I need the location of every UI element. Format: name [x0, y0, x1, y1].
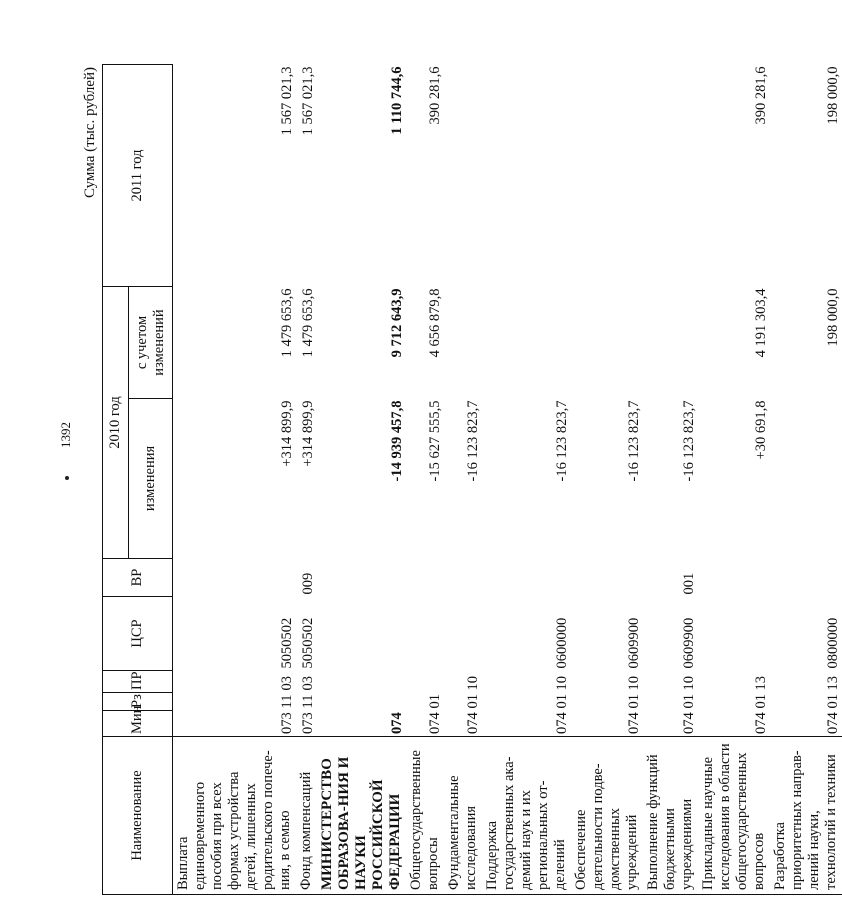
cell-csr: [317, 597, 406, 671]
table-row: [643, 64, 698, 894]
cell-changes: +314 899,9: [300, 400, 316, 467]
cell-y2011: 198 000,0: [825, 66, 841, 125]
cell-min: 073: [279, 712, 295, 734]
cell-pr: 03: [279, 676, 295, 691]
cell-rz: 01: [681, 694, 697, 709]
cell-changes: +314 899,9: [279, 400, 295, 467]
cell-changes: -16 123 823,7: [626, 400, 642, 482]
cell-with-changes: 4 656 879,8: [427, 288, 443, 358]
cell-with-changes: 4 191 303,4: [753, 288, 769, 358]
cell-csr: 0800000: [825, 617, 841, 669]
cell-csr: 0609900: [681, 617, 697, 669]
cell-y2011: [482, 64, 571, 286]
cell-min: 074: [465, 712, 481, 734]
table-header: [103, 64, 173, 894]
cell-vr: [317, 559, 406, 597]
cell-pr: 10: [626, 676, 642, 691]
cell-vr: 009: [300, 572, 316, 595]
table-row: [571, 64, 643, 894]
cell-pr: [406, 671, 444, 693]
budget-table: [102, 64, 842, 895]
cell-csr: [444, 597, 482, 671]
cell-csr: 0600000: [554, 617, 570, 669]
header-csr: ЦСР: [103, 597, 173, 671]
table-row: [317, 64, 406, 894]
cell-name: Поддержка государственных ака-демий наук и их региональных от-делений: [482, 737, 571, 895]
cell-min: 074: [825, 712, 841, 734]
cell-vr: [571, 559, 643, 597]
rotated-page: [80, 65, 841, 895]
cell-rz: 11: [300, 694, 316, 709]
cell-with-changes: [571, 286, 643, 398]
cell-with-changes: [444, 286, 482, 398]
cell-with-changes: 1 479 653,6: [300, 288, 316, 358]
table-row: [296, 64, 317, 894]
header-vr: ВР: [103, 559, 173, 597]
cell-rz: 11: [279, 694, 295, 709]
table-row: [698, 64, 770, 894]
cell-changes: -14 939 457,8: [389, 400, 405, 482]
cell-pr: 13: [825, 676, 841, 691]
cell-changes: -16 123 823,7: [465, 400, 481, 482]
header-with-changes: с учетом изменений: [129, 286, 173, 398]
cell-vr: [444, 559, 482, 597]
cell-csr: 5050502: [279, 617, 295, 669]
cell-name: Фундаментальные исследования: [444, 737, 482, 895]
cell-pr: 10: [681, 676, 697, 691]
cell-vr: 001: [681, 572, 697, 595]
header-2011: 2011 год: [103, 64, 173, 286]
cell-min: 074: [626, 712, 642, 734]
cell-pr: 03: [300, 676, 316, 691]
cell-y2011: 1 110 744,6: [389, 66, 405, 135]
cell-y2011: 1 567 021,3: [279, 66, 295, 136]
table-row: [444, 64, 482, 894]
cell-vr: [770, 559, 842, 597]
cell-min: 074: [753, 712, 769, 734]
cell-vr: [173, 559, 297, 597]
cell-min: 074: [427, 712, 443, 734]
cell-min: 074: [554, 712, 570, 734]
cell-y2011: 390 281,6: [753, 66, 769, 125]
cell-changes: +30 691,8: [753, 400, 769, 460]
cell-name: Общегосударственные вопросы: [406, 737, 444, 895]
header-rz: Рз: [103, 693, 173, 711]
margin-dot: [65, 476, 69, 480]
cell-changes: -16 123 823,7: [681, 400, 697, 482]
page-number: 1392: [58, 422, 73, 448]
units-caption: Сумма (тыс. рублей): [82, 67, 98, 199]
table-row: [770, 64, 842, 894]
cell-vr: [698, 559, 770, 597]
cell-name: Разработка приоритетных направ-лений науки, технологий и техники: [770, 737, 842, 895]
cell-rz: 01: [554, 694, 570, 709]
header-2010: 2010 год: [103, 286, 129, 558]
cell-y2011: 1 567 021,3: [300, 66, 316, 136]
cell-changes: -16 123 823,7: [554, 400, 570, 482]
cell-name: Выполнение функций бюджетными учреждениями: [643, 737, 698, 895]
cell-with-changes: [643, 286, 698, 398]
cell-y2011: [643, 64, 698, 286]
cell-rz: 01: [825, 694, 841, 709]
cell-min: 074: [389, 712, 405, 734]
cell-rz: 01: [427, 694, 443, 709]
cell-rz: 01: [465, 694, 481, 709]
cell-with-changes: [482, 286, 571, 398]
header-name: Наименование: [103, 737, 173, 895]
cell-changes: -15 627 555,5: [427, 400, 443, 482]
table-row: [173, 64, 297, 894]
cell-name: Обеспечение деятельности подве-домственных учреждений: [571, 737, 643, 895]
header-changes: изменения: [129, 399, 173, 559]
cell-pr: 10: [554, 676, 570, 691]
cell-with-changes: 1 479 653,6: [279, 288, 295, 358]
cell-changes: [770, 399, 842, 559]
cell-name: МИНИСТЕРСТВО ОБРАЗОВА-НИЯ И НАУКИ РОССИЙСКОЙ ФЕДЕРАЦИИ: [317, 737, 406, 895]
cell-min: 073: [300, 712, 316, 734]
cell-y2011: [571, 64, 643, 286]
cell-csr: [406, 597, 444, 671]
cell-pr: 10: [465, 676, 481, 691]
cell-pr: 13: [753, 676, 769, 691]
table-body: [173, 64, 842, 894]
cell-with-changes: 9 712 643,9: [389, 288, 405, 358]
table-row: [482, 64, 571, 894]
cell-y2011: 390 281,6: [427, 66, 443, 125]
cell-name: Прикладные научные исследования в области общегосударственных вопросов: [698, 737, 770, 895]
cell-y2011: [444, 64, 482, 286]
cell-rz: [317, 693, 406, 711]
cell-rz: 01: [626, 694, 642, 709]
cell-csr: [698, 597, 770, 671]
table-row: [406, 64, 444, 894]
cell-vr: [482, 559, 571, 597]
cell-rz: 01: [753, 694, 769, 709]
cell-csr: 5050502: [300, 617, 316, 669]
cell-min: 074: [681, 712, 697, 734]
cell-pr: [317, 671, 406, 693]
cell-name: Выплата единовременного пособия при всех формах устройства детей, лишенных родительского попече-ния, в семью: [173, 737, 297, 895]
cell-name: Фонд компенсаций: [296, 737, 317, 895]
header-min: Мин: [103, 711, 173, 737]
header-pr: ПР: [103, 671, 173, 693]
cell-vr: [406, 559, 444, 597]
cell-with-changes: 198 000,0: [825, 288, 841, 347]
cell-csr: 0609900: [626, 617, 642, 669]
